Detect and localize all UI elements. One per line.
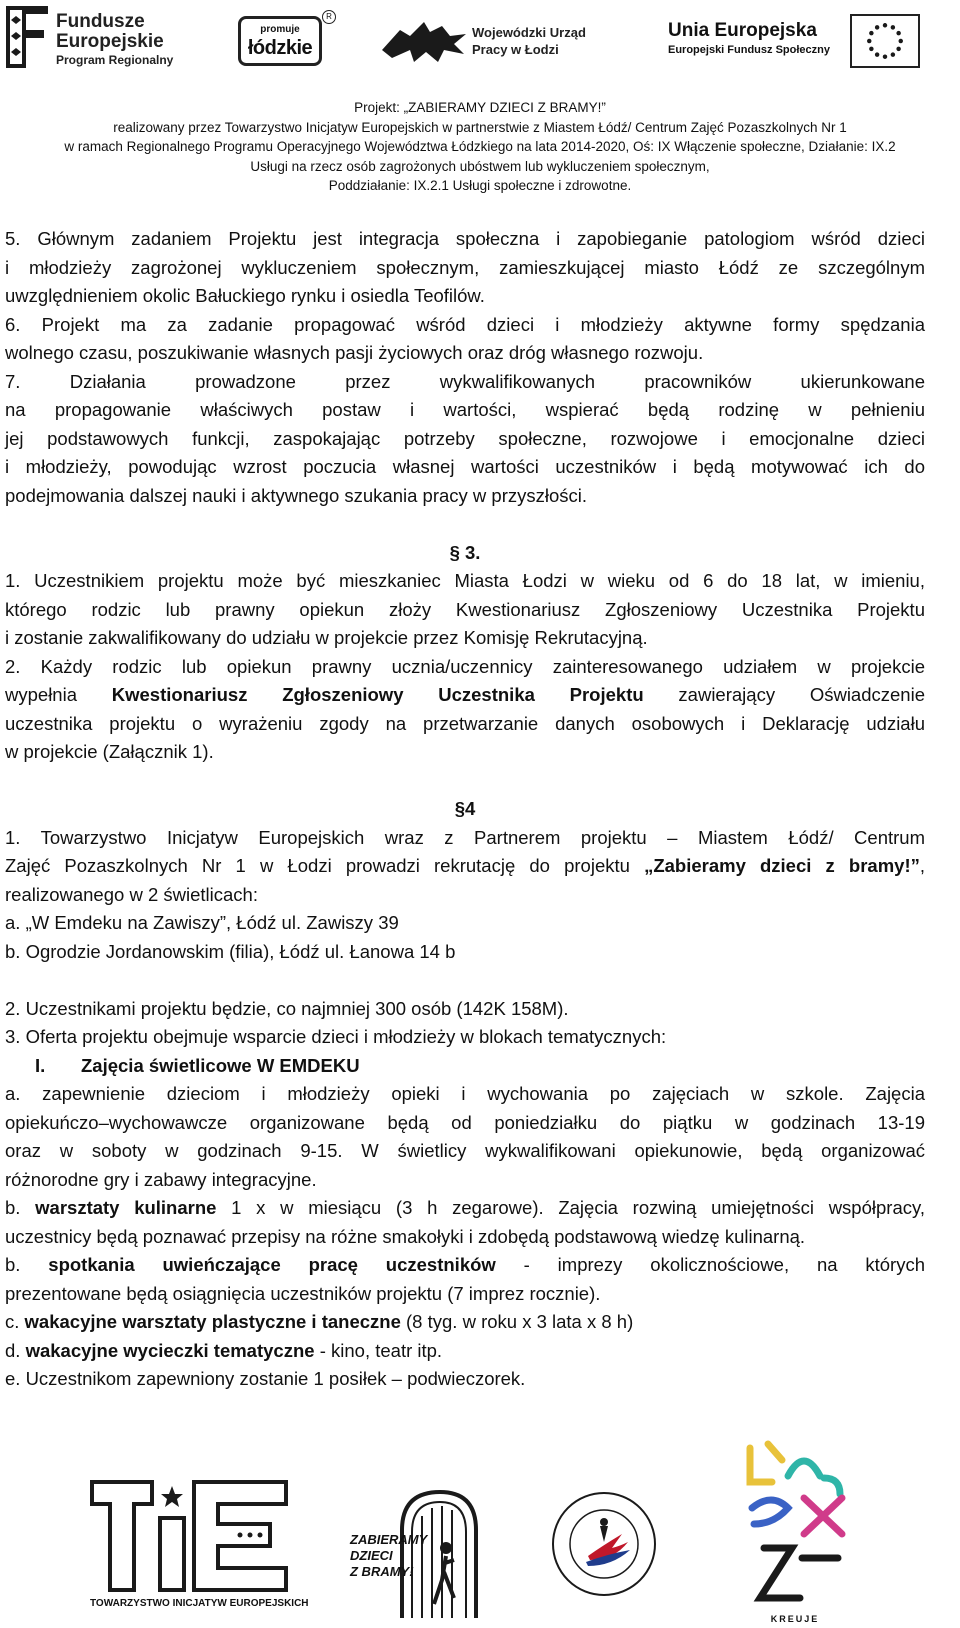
fundusze-europejskie-text	[56, 12, 173, 68]
text-line: różnorodne gry i zabawy integracyjne.	[5, 1168, 317, 1190]
tie-letters-icon	[90, 1478, 290, 1594]
ue-line1: Unia Europejska	[668, 20, 817, 41]
zabieramy-dzieci-logo	[348, 1486, 478, 1622]
text-run: ,	[919, 855, 926, 876]
text-run: - kino, teatr itp.	[314, 1339, 443, 1361]
eu-star-icon	[899, 39, 903, 43]
bold-form-name: Kwestionariusz Zgłoszeniowy Uczestnika Projektu	[111, 684, 644, 705]
eu-star-icon	[891, 52, 895, 56]
top-logos-bar	[0, 0, 960, 98]
bottom-logos-bar	[0, 1438, 960, 1628]
eu-star-icon	[883, 55, 887, 59]
paragraph-5	[5, 225, 925, 311]
section-3-heading: § 3.	[449, 541, 481, 563]
text-run: c.	[5, 1311, 25, 1332]
text-line: 6. Projekt ma za zadanie propagować wśród dzieci i młodzieży aktywne formy spędzania	[5, 313, 925, 335]
list-item-b: b. Ogrodzie Jordanowskim (filia), Łódź ul. Łanowa 14 b	[5, 940, 456, 962]
text-line: w projekcie (Załącznik 1).	[5, 741, 214, 762]
fe-line3: Program Regionalny	[56, 53, 174, 67]
document-body	[5, 225, 925, 1394]
text-run: wypełnia	[5, 684, 112, 705]
fundusze-europejskie-mark-icon	[6, 6, 48, 68]
text-run: b.	[5, 1254, 49, 1275]
tie-logo	[90, 1478, 309, 1624]
wup-line2: Pracy w Łodzi	[472, 42, 559, 57]
text-line: e. Uczestnikom zapewniony zostanie 1 posiłek – podwieczorek.	[5, 1368, 526, 1389]
wup-lodz-logo	[380, 16, 590, 72]
header-line-5: Poddziałanie: IX.2.1 Usługi społeczne i zdrowotne.	[328, 178, 632, 193]
bold-run: warsztaty kulinarne	[35, 1197, 217, 1218]
text-line: 7. Działania prowadzone przez wykwalifikowanych pracowników ukierunkowane	[5, 370, 925, 392]
wup-text	[472, 24, 586, 58]
lodz-kreuje-logo	[742, 1438, 848, 1624]
lodzkie-small-text: promuje	[260, 24, 300, 35]
text-line: 5. Głównym zadaniem Projektu jest integracja społeczna i zapobieganie patologiom wśród dzieci	[5, 228, 925, 249]
text-line	[5, 1337, 925, 1366]
project-header	[0, 98, 960, 196]
text-line: uczestnicy będą poznawać przepisy na różne smakołyki i zdobędą podstawową wiedzę kulinarną.	[5, 1225, 806, 1247]
text-line: i zostanie zakwalifikowany do udziału w projekcie przez Komisję Rekrutacyjną.	[5, 627, 648, 648]
fundusze-europejskie-logo	[6, 6, 196, 72]
zabieramy-text	[350, 1532, 427, 1580]
text-line: 3. Oferta projektu obejmuje wsparcie dzieci i młodzieży w blokach tematycznych:	[5, 1026, 667, 1047]
item-d	[5, 1337, 925, 1366]
list-item-a: a. „W Emdeku na Zawiszy”, Łódź ul. Zawiszy 39	[5, 912, 399, 933]
eu-star-icon	[869, 47, 873, 51]
spacer	[5, 966, 925, 995]
item-c	[5, 1308, 925, 1337]
paragraph-6	[5, 311, 925, 368]
text-line: oraz w soboty w godzinach 9-15. W świetlicy wykwalifikowani opiekunowie, będą organizować	[5, 1140, 925, 1161]
eu-star-icon	[891, 25, 895, 29]
bold-run: wakacyjne warsztaty plastyczne i taneczne	[24, 1311, 401, 1332]
text-line: uczestnika projektu o wyrażeniu zgody na przetwarzanie danych osobowych i Deklarację udziału	[5, 712, 925, 734]
text-line	[5, 1308, 925, 1337]
ue-line2: Europejski Fundusz Społeczny	[668, 44, 830, 56]
text-line: realizowanego w 2 świetlicach:	[5, 883, 258, 905]
eu-star-icon	[867, 39, 871, 43]
text-line	[5, 681, 925, 710]
block-1-title: Zajęcia świetlicowe W EMDEKU	[81, 1054, 360, 1076]
czp-lodz-logo	[550, 1490, 658, 1598]
text-run: Zajęć Pozaszkolnych Nr 1 w Łodzi prowadzi rekrutację do projektu	[5, 855, 645, 876]
bold-project-name: „Zabieramy dzieci z bramy!”	[644, 855, 920, 876]
promuje-lodzkie-logo	[238, 10, 336, 70]
bold-run: wakacyjne wycieczki tematyczne	[25, 1339, 315, 1361]
eu-star-icon	[896, 47, 900, 51]
fe-line1: Fundusze	[56, 11, 145, 32]
text-line: 2. Uczestnikami projektu będzie, co najmniej 300 osób (142K 158M).	[5, 997, 569, 1019]
section-4-paragraph-3	[5, 1023, 925, 1052]
text-run: zawierający Oświadczenie	[643, 684, 925, 705]
item-b-spotkania	[5, 1251, 925, 1308]
text-line: uwzględnieniem okolic Bałuckiego rynku i osiedla Teofilów.	[5, 285, 485, 306]
czp-seal-icon	[550, 1490, 658, 1598]
ue-text	[668, 20, 830, 58]
bold-run: spotkania uwieńczające pracę uczestników	[48, 1254, 496, 1275]
header-line-2: realizowany przez Towarzystwo Inicjatyw Europejskich w partnerstwie z Miastem Łódź/ Centrum Zajęć Pozaszkolnych Nr 1	[113, 119, 847, 135]
zdzb-line1: ZABIERAMY	[350, 1532, 428, 1547]
spacer	[5, 767, 925, 796]
section-4-heading: §4	[454, 798, 476, 819]
text-line: a. zapewnienie dzieciom i młodzieży opieki i wychowania po zajęciach w szkole. Zajęcia	[5, 1083, 925, 1104]
eu-flag-icon	[850, 14, 920, 68]
text-line: na propagowanie właściwych postaw i wartości, wspierać będą rodzinę w pełnieniu	[5, 399, 925, 420]
section-3-paragraph-1	[5, 567, 925, 653]
roman-numeral: I.	[35, 1054, 46, 1076]
text-run: - imprezy okolicznościowe, na których	[495, 1254, 925, 1275]
fe-line2: Europejskie	[56, 31, 164, 52]
text-line: prezentowane będą osiągnięcia uczestników projektu (7 imprez rocznie).	[5, 1282, 601, 1304]
eu-star-icon	[896, 31, 900, 35]
header-line-1: Projekt: „ZABIERAMY DZIECI Z BRAMY!”	[354, 100, 606, 115]
tie-caption: TOWARZYSTWO INICJATYW EUROPEJSKICH	[90, 1598, 309, 1609]
text-run: b.	[5, 1197, 36, 1218]
section-4-paragraph-1	[5, 824, 925, 967]
text-line: którego rodzic lub prawny opiekun złoży Kwestionariusz Zgłoszeniowy Uczestnika Projektu	[5, 598, 925, 620]
text-run: d.	[5, 1339, 26, 1361]
text-line: opiekuńczo–wychowawcze organizowane będą od poniedziałku do piątku w godzinach 13-19	[5, 1111, 925, 1133]
lodz-kreuje-mark-icon	[742, 1438, 848, 1614]
lodzkie-big-text: łódzkie	[247, 37, 313, 59]
item-e	[5, 1365, 925, 1394]
zdzb-line2: DZIECI	[350, 1548, 393, 1563]
eu-star-icon	[869, 31, 873, 35]
paragraph-7	[5, 368, 925, 511]
text-line: wolnego czasu, poszukiwanie własnych pasji życiowych oraz dróg własnego rozwoju.	[5, 342, 704, 363]
item-b-kulinarne	[5, 1194, 925, 1251]
eu-star-icon	[875, 25, 879, 29]
unia-europejska-logo	[638, 12, 938, 72]
text-line: podejmowania dalszej nauki i aktywnego szukania pracy w przyszłości.	[5, 484, 588, 506]
wup-line1: Wojewódzki Urząd	[472, 25, 586, 40]
eu-star-icon	[883, 23, 887, 27]
header-line-3: w ramach Regionalnego Programu Operacyjnego Województwa Łódzkiego na lata 2014-2020, Oś: IX Włączenie społeczne, Działanie: IX.2	[64, 139, 896, 154]
text-run: (8 tyg. w roku x 3 lata x 8 h)	[400, 1311, 634, 1332]
text-line: 1. Uczestnikiem projektu może być mieszkaniec Miasta Łodzi w wieku od 6 do 18 lat, w imieniu,	[5, 570, 925, 591]
eu-star-icon	[875, 52, 879, 56]
header-line-4: Usługi na rzecz osób zagrożonych ubóstwem lub wykluczeniem społecznym,	[250, 158, 710, 174]
section-4-paragraph-2	[5, 995, 925, 1024]
text-line	[5, 1052, 925, 1081]
section-3-paragraph-2	[5, 653, 925, 767]
text-line	[5, 1251, 925, 1280]
text-line	[5, 1194, 925, 1223]
text-line: jej podstawowych funkcji, zaspokajając potrzeby społeczne, rozwojowe i emocjonalne dzieci	[5, 427, 925, 449]
text-line	[5, 852, 925, 881]
zdzb-line3: Z BRAMY!	[350, 1564, 414, 1579]
spacer	[5, 510, 925, 539]
text-run: 1 x w miesiącu (3 h zegarowe). Zajęcia rozwiną umiejętności współpracy,	[216, 1197, 925, 1218]
item-a	[5, 1080, 925, 1194]
text-line: i młodzieży zagrożonej wykluczeniem społecznym, zamieszkującej miasto Łódź ze szczególnym	[5, 256, 925, 278]
registered-mark-icon: R	[322, 10, 336, 24]
kreuje-caption: KREUJE	[770, 1614, 820, 1624]
block-1-heading	[5, 1052, 925, 1081]
text-line: i młodzieży, powodując wzrost poczucia własnej wartości uczestników i będą motywować ich do	[5, 456, 925, 477]
text-line: 2. Każdy rodzic lub opiekun prawny ucznia/uczennicy zainteresowanego udziałem w projekcie	[5, 655, 925, 677]
lodzkie-box	[238, 16, 322, 66]
wup-emblem-icon	[380, 20, 468, 64]
text-line: 1. Towarzystwo Inicjatyw Europejskich wraz z Partnerem projektu – Miastem Łódź/ Centrum	[5, 826, 925, 848]
